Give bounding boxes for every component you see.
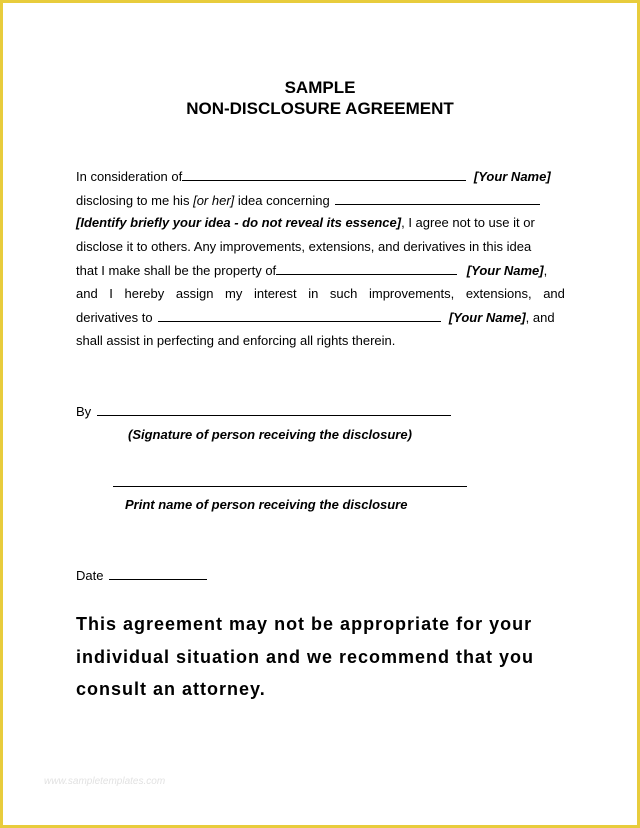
para-line-1 [76,167,565,186]
your-name-placeholder-3: [Your Name] [448,310,526,325]
property-blank [276,261,457,275]
consideration-blank [182,167,466,181]
date-blank [109,566,207,580]
by-line [76,402,565,421]
disclosing-text: disclosing to me his [76,193,190,208]
your-name-placeholder-1: [Your Name] [473,169,551,184]
para-line-6 [76,285,565,303]
w11: and [543,286,565,301]
watermark: www.sampletemplates.com [44,776,166,787]
signature-caption: (Signature of person receiving the disclosure) [128,427,412,442]
document-title-sample: SAMPLE [284,78,356,97]
agree-text: , I agree not to use it or [401,215,535,230]
w6: interest [253,286,297,301]
document-title-nda: NON-DISCLOSURE AGREEMENT [186,99,454,118]
w7: in [308,286,319,301]
w1: and [76,286,98,301]
date-label: Date [76,568,104,583]
comma-text: , [543,263,548,278]
or-her-text: [or her] [193,193,235,208]
w4: assign [175,286,214,301]
signature-line [97,402,451,416]
w2: I [109,286,113,301]
warning-line-1: This agreement may not be appropriate for your [76,614,533,634]
para-line-7 [76,308,565,327]
idea-blank [335,191,540,205]
derivatives-to-text: derivatives to [76,310,153,325]
derivatives-blank [158,308,441,322]
w8: such [329,286,358,301]
warning-line-2: individual situation and we recommend that you [76,647,535,667]
that-i-make-text: that I make shall be the property of [76,263,277,278]
in-consideration-text: In consideration of [76,169,183,184]
para-line-4: disclose it to others. Any improvements, extensions, and derivatives in this idea [76,239,532,254]
para-line-5 [76,261,565,280]
warning-line-3: consult an attorney. [76,679,266,699]
date-line [76,566,565,585]
print-name-line [113,486,467,487]
your-name-placeholder-2: [Your Name] [466,263,544,278]
w3: hereby [124,286,165,301]
w5: my [225,286,243,301]
para-line-2 [76,191,565,210]
w10: extensions, [465,286,532,301]
para-line-8: shall assist in perfecting and enforcing all rights therein. [76,333,396,348]
and-text: , and [525,310,555,325]
w9: improvements, [368,286,455,301]
para-line-3 [76,214,565,232]
identify-idea-text: [Identify briefly your idea - do not reveal its essence] [76,215,402,230]
print-name-caption: Print name of person receiving the disclosure [125,497,408,512]
idea-concerning-text: idea concerning [237,193,330,208]
by-label: By [76,404,92,419]
